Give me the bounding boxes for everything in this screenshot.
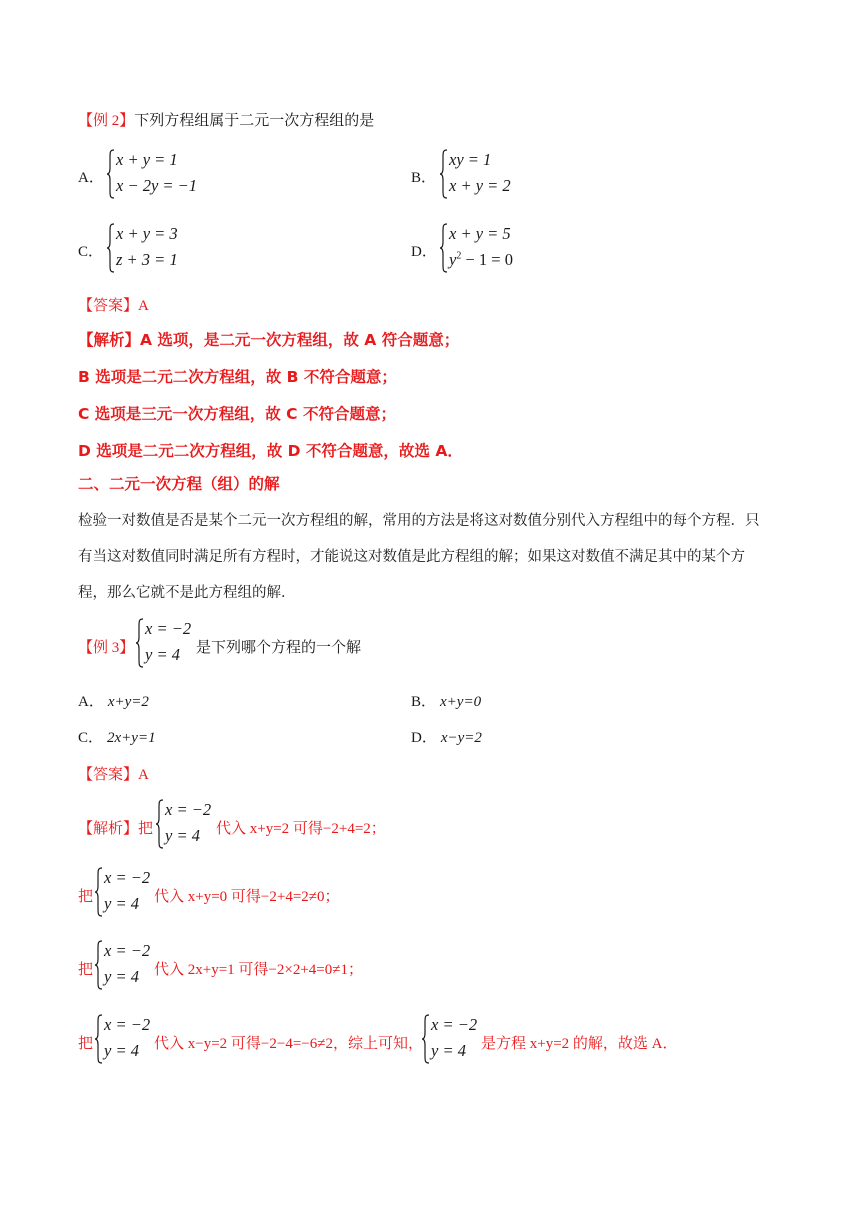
answer-value: A xyxy=(138,298,149,314)
brace-icon xyxy=(106,148,116,200)
ex3-analysis-system-1: x = −2 y = 4 xyxy=(155,798,215,850)
option-b-eq2: x + y = 2 xyxy=(449,176,511,195)
ex3-analysis-ba-4: 把 xyxy=(78,1036,94,1052)
option-a-eq2: x − 2y = −1 xyxy=(116,176,198,195)
ex3-analysis-line-4-tail: 是方程 x+y=2 的解，故选 A． xyxy=(481,1036,678,1052)
brace-icon xyxy=(135,617,145,669)
example-2-tag: 【例 2】 xyxy=(78,113,135,129)
ex3-analysis-system-4: x = −2 y = 4 xyxy=(94,1013,154,1065)
ex3-analysis-system-3: x = −2 y = 4 xyxy=(94,939,154,991)
example-2-question: 下列方程组属于二元一次方程组的是 xyxy=(134,113,375,129)
option-c-eq1: x + y = 3 xyxy=(116,224,178,243)
ex3-analysis-line-1: 代入 x+y=2 可得−2+4=2； xyxy=(216,821,386,837)
section-heading: 二、二元一次方程（组）的解 xyxy=(78,475,280,493)
ex3-option-a: A． x+y=2 xyxy=(78,694,149,710)
ex3-analysis-label: 【解析】把 xyxy=(78,821,154,837)
example-2-analysis-line-4: D 选项是二元二次方程组，故 D 不符合题意，故选 A． xyxy=(78,442,463,460)
brace-icon xyxy=(155,798,165,850)
brace-icon xyxy=(94,939,104,991)
ex3-analysis-system-5: x = −2 y = 4 xyxy=(421,1013,481,1065)
option-c-eq2: z + 3 = 1 xyxy=(116,250,178,269)
section-paragraph-line-1: 检验一对数值是否是某个二元一次方程组的解，常用的方法是将这对数值分别代入方程组中的每个方程．只 xyxy=(78,513,760,529)
ex3-analysis-system-2: x = −2 y = 4 xyxy=(94,866,154,918)
brace-icon xyxy=(421,1013,431,1065)
ex3-analysis-line-2: 代入 x+y=0 可得−2+4=2≠0； xyxy=(154,889,340,905)
option-d-eq2: $y^2 - 1 = 0$ xyxy=(449,250,513,269)
brace-icon xyxy=(106,222,116,274)
example-3-answer: 【答案】A xyxy=(78,767,149,783)
answer-label: 【答案】 xyxy=(78,298,139,314)
option-c-system xyxy=(106,222,216,274)
option-d-system xyxy=(439,222,549,274)
brace-icon xyxy=(439,222,449,274)
analysis-label: 【解析】 xyxy=(78,331,141,349)
option-b-letter: B． xyxy=(411,170,437,186)
example-2-analysis-line-2: B 选项是二元二次方程组，故 B 不符合题意； xyxy=(78,368,397,386)
ex3-analysis-line-4: 代入 x−y=2 可得−2−4=−6≠2，综上可知， xyxy=(154,1036,423,1052)
ex3-option-d: D． x−y=2 xyxy=(411,730,482,746)
example-3-tag: 【例 3】 xyxy=(78,640,135,656)
ex3-analysis-ba-2: 把 xyxy=(78,889,94,905)
option-a-system xyxy=(106,148,216,200)
brace-icon xyxy=(94,866,104,918)
option-d-letter: D． xyxy=(411,244,437,260)
ex3-analysis-line-3: 代入 2x+y=1 可得−2×2+4=0≠1； xyxy=(154,962,363,978)
section-paragraph-line-2: 有当这对数值同时满足所有方程时，才能说这对数值是此方程组的解；如果这对数值不满足其中的某个方 xyxy=(78,549,745,565)
section-paragraph-line-3: 程，那么它就不是此方程组的解． xyxy=(78,585,296,601)
ex3-option-c: C． 2x+y=1 xyxy=(78,730,156,746)
option-d-eq1: x + y = 5 xyxy=(449,224,511,243)
ex3-option-b: B． x+y=0 xyxy=(411,694,482,710)
option-a-letter: A． xyxy=(78,170,104,186)
example-2-header xyxy=(78,109,374,130)
example-2-answer xyxy=(78,294,149,315)
option-b-eq1: xy = 1 xyxy=(449,150,492,169)
option-a-eq1: x + y = 1 xyxy=(116,150,178,169)
example-2-analysis-line-3: C 选项是三元一次方程组，故 C 不符合题意； xyxy=(78,405,396,423)
example-2-analysis-line-1: 【解析】A 选项，是二元一次方程组，故 A 符合题意； xyxy=(78,331,460,349)
option-c-letter: C． xyxy=(78,244,104,260)
example-3-system: x = −2 y = 4 xyxy=(135,617,195,669)
example-3-question: 是下列哪个方程的一个解 xyxy=(196,640,362,656)
ex3-analysis-ba-3: 把 xyxy=(78,962,94,978)
brace-icon xyxy=(439,148,449,200)
brace-icon xyxy=(94,1013,104,1065)
option-b-system xyxy=(439,148,549,200)
